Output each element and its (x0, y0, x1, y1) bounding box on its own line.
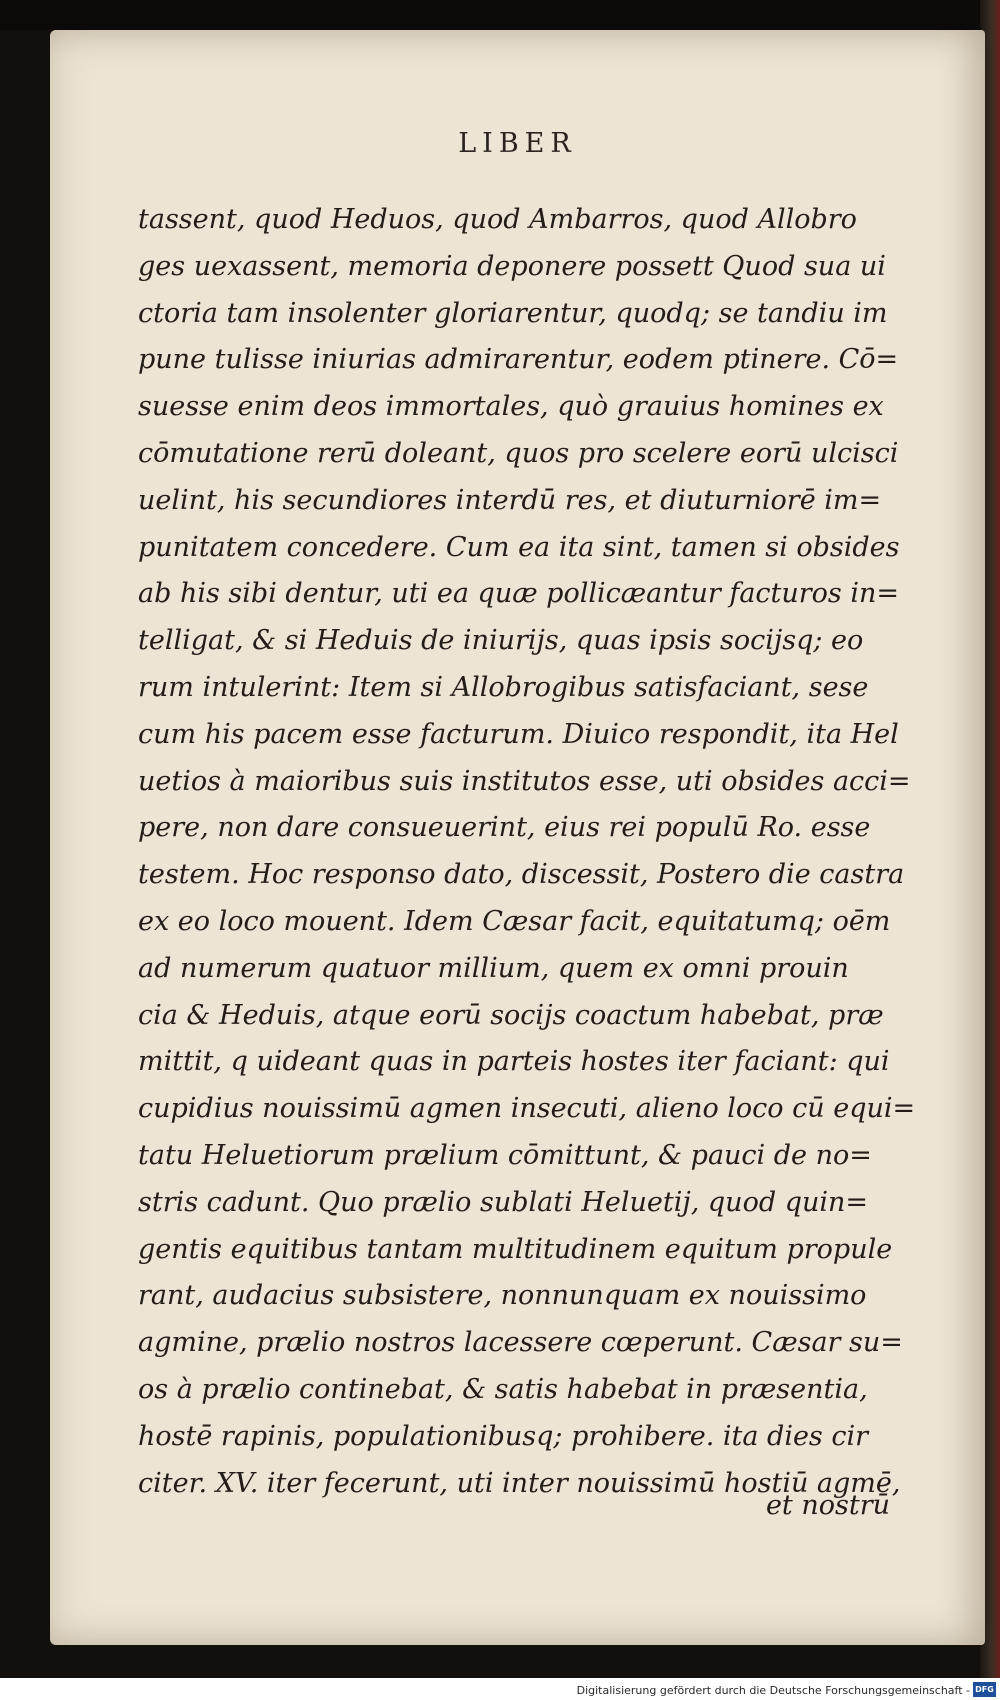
scan-top-border (0, 0, 1000, 30)
digitization-footer (0, 1678, 1000, 1700)
text-line: cum his pacem esse facturum. Diuico respondit, ita Hel (138, 718, 899, 750)
text-line: mittit, q uideant quas in parteis hostes iter faciant: qui (138, 1046, 890, 1078)
text-line: gentis equitibus tantam multitudinem equitum propule (138, 1233, 893, 1265)
text-line: cupidius nouissimū agmen insecuti, alieno loco cū equi= (138, 1093, 916, 1125)
text-line: ctoria tam insolenter gloriarentur, quodq; se tandiu im (138, 297, 888, 329)
text-line: ab his sibi dentur, uti ea quæ pollicæantur facturos in= (138, 578, 900, 610)
text-line: tatu Heluetiorum prælium cōmittunt, & pauci de no= (138, 1139, 872, 1171)
text-line: uelint, his secundiores interdū res, et diuturniorē im= (138, 484, 882, 516)
text-line: ex eo loco mouent. Idem Cæsar facit, equitatumq; oēm (138, 905, 891, 937)
text-line: citer. XV. iter fecerunt, uti inter nouissimū hostiū agmē, (138, 1467, 901, 1499)
text-line: telligat, & si Heduis de iniurijs, quas ipsis socijsq; eo (138, 625, 864, 657)
text-line: rant, audacius subsistere, nonnunquam ex nouissimo (138, 1280, 867, 1312)
text-line: rum intulerint: Item si Allobrogibus satisfaciant, sese (138, 671, 869, 703)
text-line: stris cadunt. Quo prælio sublati Heluetij, quod quin= (138, 1186, 869, 1218)
text-line: pere, non dare consueuerint, eius rei populū Ro. esse (138, 812, 871, 844)
book-page (50, 30, 985, 1645)
dfg-logo: DFG (973, 1682, 996, 1697)
catchword: et nostrū (765, 1490, 890, 1521)
text-line: ad numerum quatuor millium, quem ex omni prouin (138, 952, 849, 984)
text-line: cia & Heduis, atque eorū socijs coactum habebat, præ (138, 999, 884, 1031)
running-header: LIBER (458, 128, 577, 159)
text-line: testem. Hoc responso dato, discessit, Postero die castra (138, 859, 905, 891)
text-line: punitatem concedere. Cum ea ita sint, tamen si obsides (138, 531, 900, 563)
body-text (138, 197, 928, 1507)
funding-credit: Digitalisierung gefördert durch die Deutsche Forschungsgemeinschaft - (576, 1684, 970, 1697)
text-line: uetios à maioribus suis institutos esse, uti obsides acci= (138, 765, 911, 797)
text-line: suesse enim deos immortales, quò grauius homines ex (138, 391, 884, 423)
text-line: os à prælio continebat, & satis habebat in præsentia, (138, 1373, 868, 1405)
text-line: pune tulisse iniurias admirarentur, eodem ptinere. Cō= (138, 344, 899, 376)
text-line: hostē rapinis, populationibusq; prohibere. ita dies cir (138, 1420, 869, 1452)
text-line: ges uexassent, memoria deponere possett Quod sua ui (138, 250, 886, 282)
text-line: cōmutatione rerū doleant, quos pro scelere eorū ulcisci (138, 437, 899, 469)
text-line: tassent, quod Heduos, quod Ambarros, quod Allobro (138, 204, 857, 235)
text-line: agmine, prælio nostros lacessere cœperunt. Cæsar su= (138, 1327, 903, 1359)
